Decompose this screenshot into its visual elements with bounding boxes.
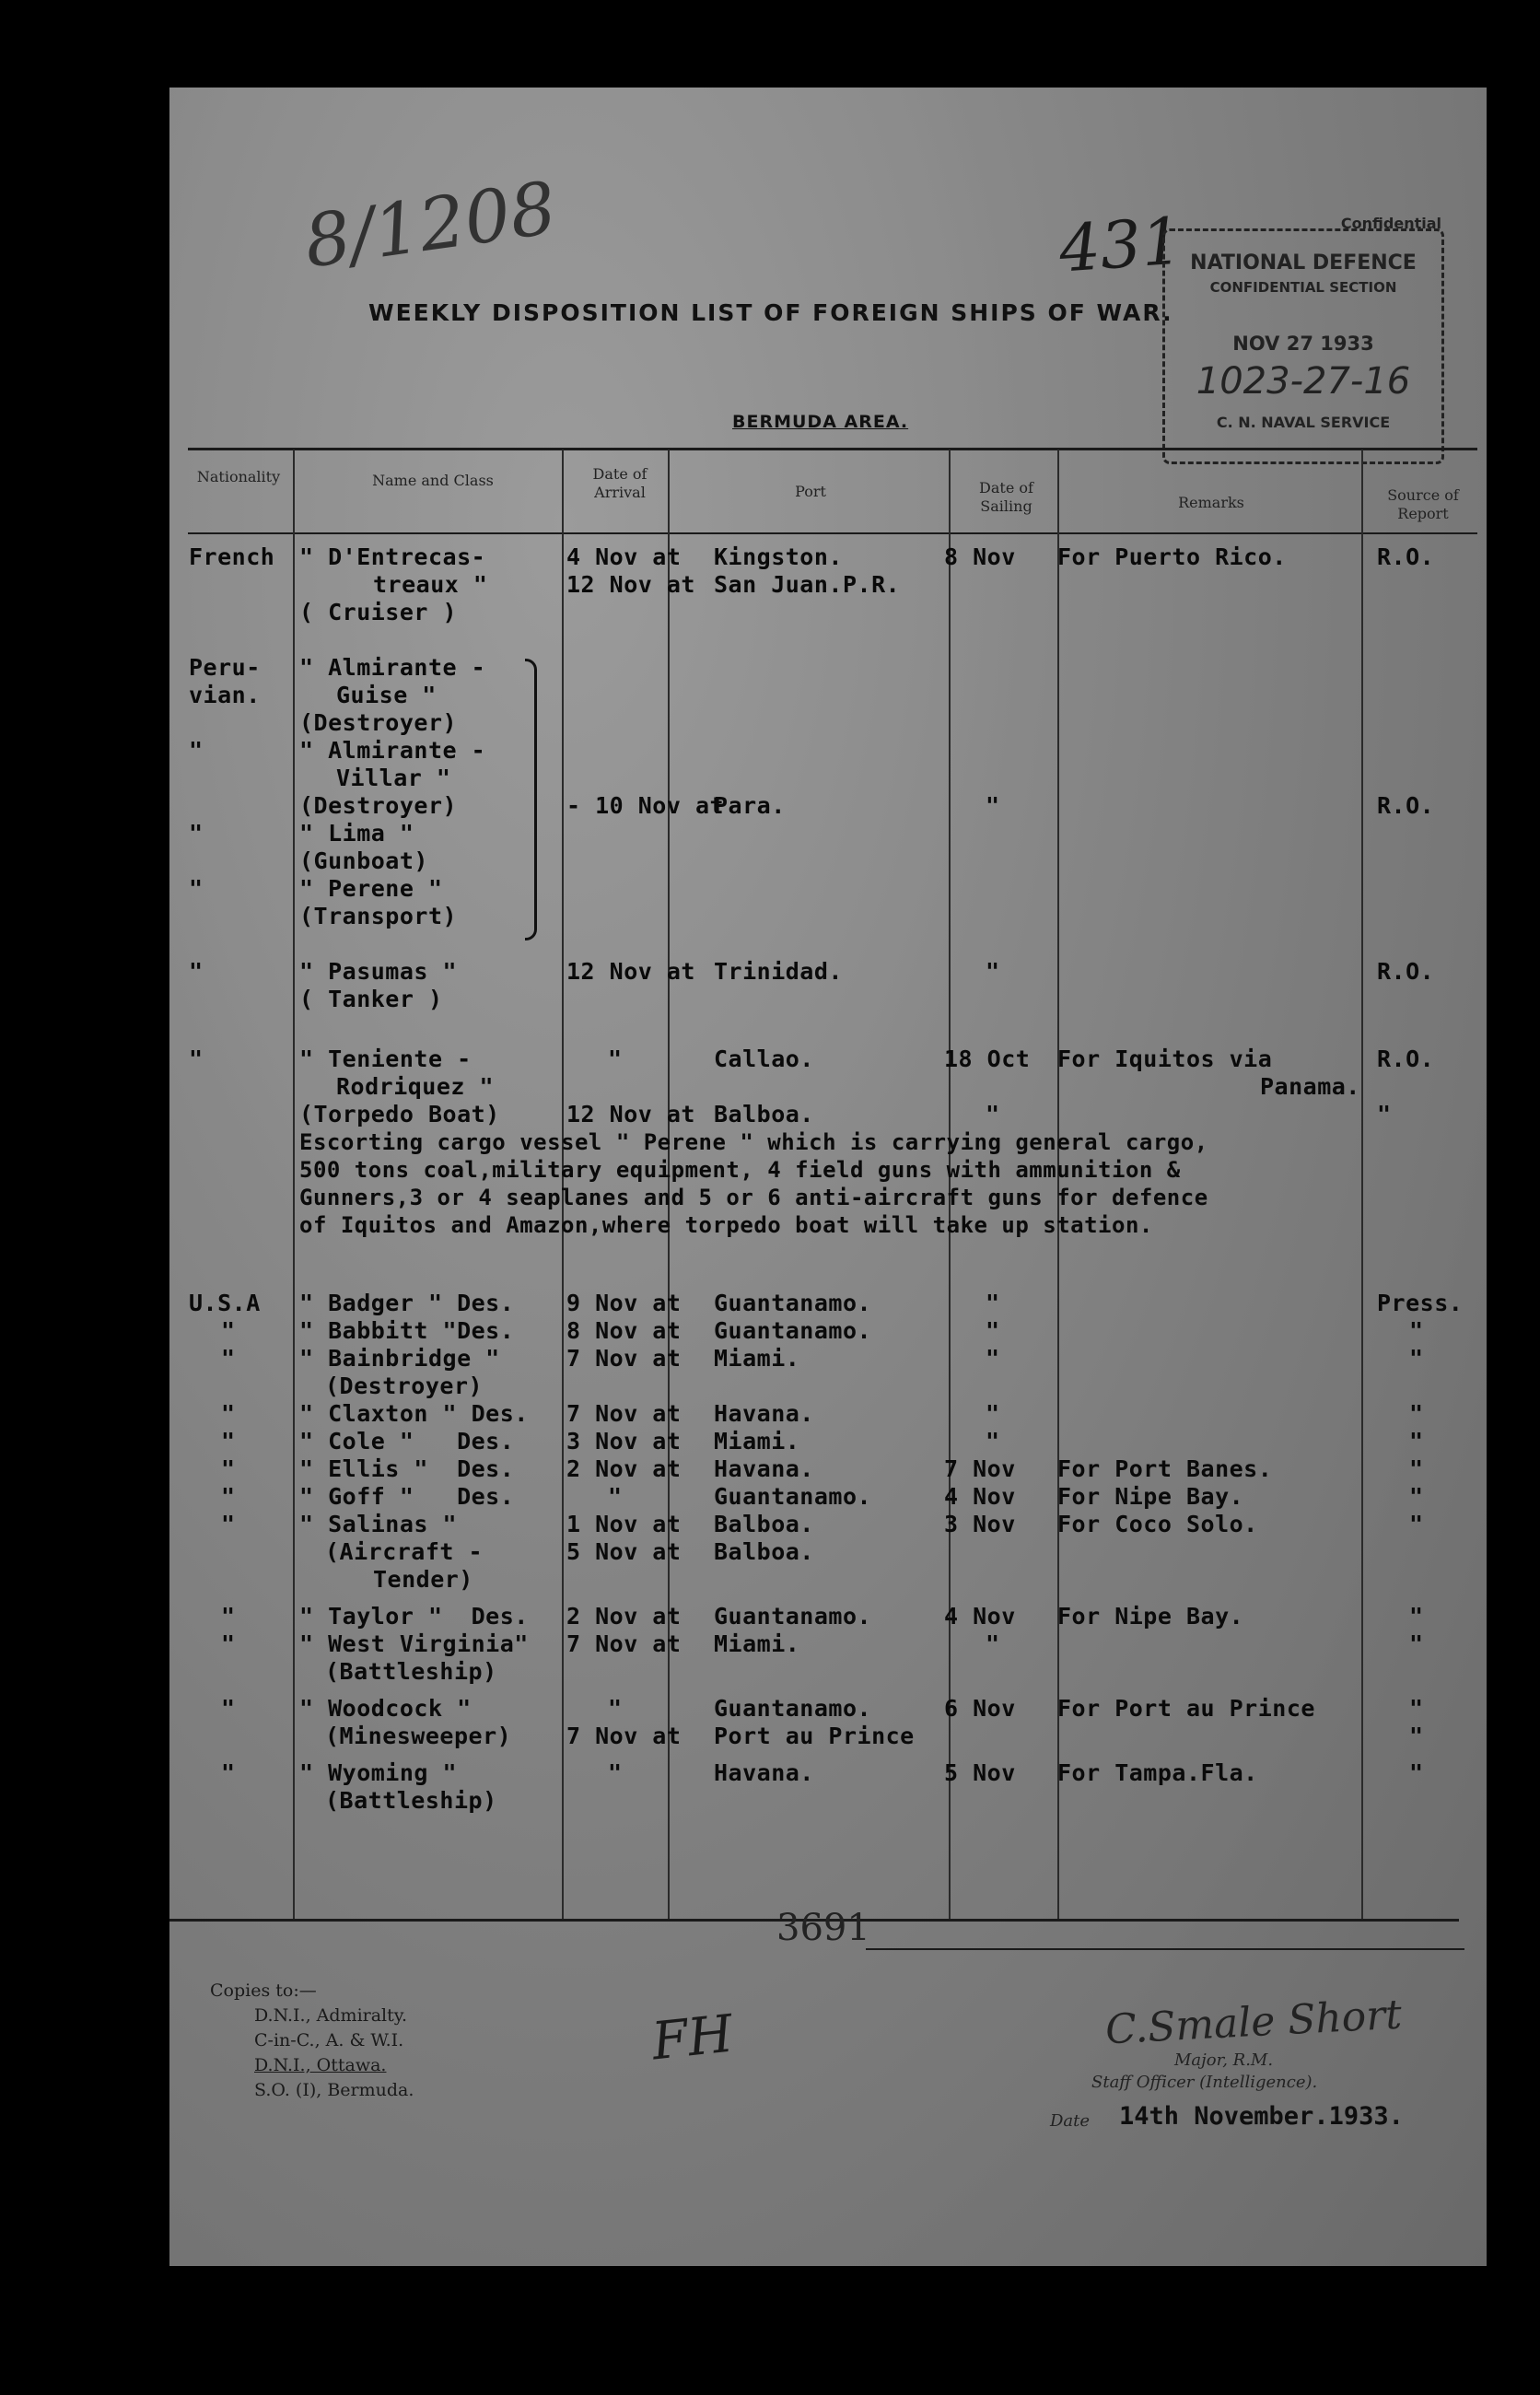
cell-nationality: " (221, 1345, 236, 1372)
cell-nationality: " (221, 1317, 236, 1344)
col-divider (293, 450, 295, 1919)
stamp-line: CONFIDENTIAL SECTION (1209, 279, 1397, 296)
cell-nationality: " (221, 1428, 236, 1455)
cell-nationality: " (221, 1630, 236, 1657)
col-divider (1361, 450, 1363, 1919)
cell-sailing: 4 Nov (944, 1483, 1016, 1510)
cell-remarks: For Port Banes. (1057, 1455, 1273, 1482)
copies-item: D.N.I., Ottawa. (254, 2055, 387, 2075)
cell-nationality: " (189, 1046, 204, 1072)
cell-name-class: " Pasumas " (299, 958, 458, 985)
cell-source: " (1409, 1759, 1424, 1786)
cell-arrival: 3 Nov at (566, 1428, 682, 1455)
escort-note-line: 500 tons coal,military equipment, 4 field guns with ammunition & (299, 1157, 1181, 1183)
cell-arrival: " (608, 1046, 623, 1072)
cell-name-class: (Gunboat) (299, 847, 428, 874)
col-header-date-arrival: Date of Arrival (592, 465, 648, 501)
cell-sailing: 18 Oct (944, 1046, 1031, 1072)
cell-arrival: 8 Nov at (566, 1317, 682, 1344)
cell-name-class: (Destroyer) (325, 1373, 484, 1399)
handwritten-folio-number: 431 (1056, 203, 1185, 287)
cell-port: Havana. (714, 1400, 814, 1427)
cell-name-class: (Destroyer) (299, 709, 458, 736)
cell-arrival: 12 Nov at (566, 958, 695, 985)
cell-nationality: Peru- (189, 654, 261, 681)
cell-sailing: 8 Nov (944, 543, 1016, 570)
escort-note-line: of Iquitos and Amazon,where torpedo boat will take up station. (299, 1212, 1153, 1238)
cell-nationality: " (221, 1400, 236, 1427)
cell-port: Havana. (714, 1759, 814, 1786)
cell-name-class: (Aircraft - (325, 1538, 484, 1565)
cell-arrival: 12 Nov at (566, 571, 695, 598)
cell-remarks: For Puerto Rico. (1057, 543, 1287, 570)
cell-remarks: For Nipe Bay. (1057, 1603, 1244, 1630)
cell-sailing: 4 Nov (944, 1603, 1016, 1630)
cell-nationality: " (221, 1483, 236, 1510)
cell-remarks: For Tampa.Fla. (1057, 1759, 1258, 1786)
cell-port: Balboa. (714, 1511, 814, 1537)
cell-source: R.O. (1377, 792, 1435, 819)
cell-name-class: " Perene " (299, 875, 443, 902)
cell-arrival: - 10 Nov at (566, 792, 725, 819)
stamp-line: Confidential (1340, 215, 1441, 232)
cell-source: " (1409, 1345, 1424, 1372)
header-bottom-rule (188, 532, 1477, 534)
cell-sailing: 6 Nov (944, 1695, 1016, 1722)
cell-nationality: " (189, 737, 204, 764)
cell-nationality: " (189, 875, 204, 902)
cell-port: Guantanamo. (714, 1695, 872, 1722)
cell-sailing: " (986, 1400, 1000, 1427)
cell-name-class: " Babbitt "Des. (299, 1317, 515, 1344)
stamp-line: C. N. NAVAL SERVICE (1216, 414, 1391, 431)
col-header-name-class: Name and Class (372, 472, 494, 489)
cell-name-class: " Woodcock " (299, 1695, 472, 1722)
cell-nationality: " (189, 820, 204, 847)
cell-name-class: " Almirante - (299, 654, 486, 681)
cell-nationality: U.S.A (189, 1290, 261, 1316)
cell-name-class: ( Cruiser ) (299, 599, 458, 625)
cell-port: Kingston. (714, 543, 843, 570)
cell-source: " (1409, 1455, 1424, 1482)
cell-port: Guantanamo. (714, 1317, 872, 1344)
copies-item: S.O. (I), Bermuda. (254, 2080, 414, 2100)
cell-remarks: For Iquitos via (1057, 1046, 1273, 1072)
cell-nationality: " (221, 1511, 236, 1537)
escort-note-line: Escorting cargo vessel " Perene " which is carrying general cargo, (299, 1129, 1208, 1155)
cell-arrival: 2 Nov at (566, 1603, 682, 1630)
cell-name-class: " Teniente - (299, 1046, 472, 1072)
cell-sailing: " (986, 1101, 1000, 1127)
cell-sailing: " (986, 1345, 1000, 1372)
cell-name-class: " Cole " Des. (299, 1428, 515, 1455)
cell-source: R.O. (1377, 1046, 1435, 1072)
cell-port: Balboa. (714, 1101, 814, 1127)
cell-name-class: " Goff " Des. (299, 1483, 515, 1510)
cell-name-class: (Torpedo Boat) (299, 1101, 500, 1127)
page-number: 3691 (776, 1907, 870, 1949)
col-header-nationality: Nationality (196, 468, 281, 485)
cell-name-class: " Taylor " Des. (299, 1603, 529, 1630)
escort-note-line: Gunners,3 or 4 seaplanes and 5 or 6 anti-aircraft guns for defence (299, 1185, 1208, 1210)
cell-nationality: " (189, 958, 204, 985)
cell-remarks: For Nipe Bay. (1057, 1483, 1244, 1510)
cell-source: Press. (1377, 1290, 1464, 1316)
cell-port: Miami. (714, 1630, 800, 1657)
cell-source: " (1409, 1603, 1424, 1630)
cell-port: Guantanamo. (714, 1290, 872, 1316)
col-header-port: Port (795, 483, 826, 500)
cell-sailing: 5 Nov (944, 1759, 1016, 1786)
cell-arrival: 5 Nov at (566, 1538, 682, 1565)
cell-name-class: (Destroyer) (299, 792, 458, 819)
cell-source: " (1409, 1317, 1424, 1344)
cell-source: " (1409, 1400, 1424, 1427)
cell-name-class: (Minesweeper) (325, 1723, 512, 1749)
cell-name-class: Rodriquez " (336, 1073, 495, 1100)
cell-name-class: Guise " (336, 682, 437, 708)
group-brace (525, 659, 537, 940)
copies-label: Copies to:— (210, 1980, 317, 2001)
cell-arrival: " (608, 1695, 623, 1722)
cell-arrival: 7 Nov at (566, 1400, 682, 1427)
cell-port: Balboa. (714, 1538, 814, 1565)
handwritten-file-number: 8/1208 (299, 167, 562, 285)
cell-name-class: " Ellis " Des. (299, 1455, 515, 1482)
cell-sailing: " (986, 1630, 1000, 1657)
stamp-date: NOV 27 1933 (1232, 333, 1374, 355)
table-top-rule (188, 448, 1477, 450)
handwritten-initials: FH (648, 2004, 736, 2073)
cell-port: Guantanamo. (714, 1603, 872, 1630)
cell-source: " (1409, 1428, 1424, 1455)
copies-item: D.N.I., Admiralty. (254, 2005, 408, 2026)
cell-sailing: " (986, 1290, 1000, 1316)
stamp-file-number: 1023-27-16 (1196, 360, 1411, 403)
cell-name-class: " Lima " (299, 820, 414, 847)
cell-arrival: 9 Nov at (566, 1290, 682, 1316)
cell-remarks: For Port au Prince (1057, 1695, 1315, 1722)
signature-office: Staff Officer (Intelligence). (1091, 2073, 1318, 2092)
cell-name-class: " Bainbridge " (299, 1345, 500, 1372)
table-bottom-rule (866, 1948, 1464, 1950)
cell-port: Trinidad. (714, 958, 843, 985)
cell-name-class: " Wyoming " (299, 1759, 458, 1786)
cell-source: R.O. (1377, 958, 1435, 985)
cell-sailing: " (986, 1317, 1000, 1344)
cell-port: Miami. (714, 1345, 800, 1372)
cell-nationality: vian. (189, 682, 261, 708)
copies-block (210, 1979, 414, 2103)
cell-arrival: " (608, 1759, 623, 1786)
cell-source: " (1409, 1483, 1424, 1510)
cell-source: " (1409, 1511, 1424, 1537)
cell-name-class: (Transport) (299, 903, 458, 929)
cell-sailing: 3 Nov (944, 1511, 1016, 1537)
cell-name-class: ( Tanker ) (299, 986, 443, 1012)
cell-port: Miami. (714, 1428, 800, 1455)
area-heading: BERMUDA AREA. (732, 412, 909, 432)
cell-name-class: " West Virginia" (299, 1630, 529, 1657)
cell-name-class: " Salinas " (299, 1511, 458, 1537)
cell-remarks: Panama. (1260, 1073, 1360, 1100)
cell-name-class: " D'Entrecas- (299, 543, 486, 570)
cell-nationality: " (221, 1759, 236, 1786)
cell-name-class: Tender) (373, 1566, 473, 1593)
page-title: WEEKLY DISPOSITION LIST OF FOREIGN SHIPS OF WAR. (368, 299, 1173, 326)
cell-arrival: " (608, 1483, 623, 1510)
cell-name-class: (Battleship) (325, 1658, 497, 1685)
col-header-source: Source of Report (1387, 486, 1459, 522)
cell-arrival: 7 Nov at (566, 1345, 682, 1372)
cell-nationality: French (189, 543, 275, 570)
cell-sailing: " (986, 792, 1000, 819)
col-header-remarks: Remarks (1178, 494, 1244, 511)
cell-source: R.O. (1377, 543, 1435, 570)
cell-arrival: 12 Nov at (566, 1101, 695, 1127)
signature-date-label: Date (1050, 2111, 1091, 2131)
cell-name-class: (Battleship) (325, 1787, 497, 1814)
cell-name-class: Villar " (336, 765, 451, 791)
copies-item: C-in-C., A. & W.I. (254, 2030, 404, 2050)
cell-name-class: treaux " (373, 571, 488, 598)
cell-source: " (1409, 1695, 1424, 1722)
cell-source: " (1377, 1101, 1392, 1127)
cell-sailing: " (986, 1428, 1000, 1455)
cell-port: Callao. (714, 1046, 814, 1072)
signature-date: 14th November.1933. (1119, 2102, 1404, 2131)
cell-name-class: " Almirante - (299, 737, 486, 764)
cell-arrival: 2 Nov at (566, 1455, 682, 1482)
cell-remarks: For Coco Solo. (1057, 1511, 1258, 1537)
cell-port: San Juan.P.R. (714, 571, 901, 598)
cell-nationality: " (221, 1603, 236, 1630)
cell-name-class: " Claxton " Des. (299, 1400, 529, 1427)
cell-arrival: 7 Nov at (566, 1723, 682, 1749)
cell-port: Guantanamo. (714, 1483, 872, 1510)
cell-port: Port au Prince (714, 1723, 915, 1749)
cell-arrival: 1 Nov at (566, 1511, 682, 1537)
national-defence-stamp (1162, 215, 1444, 464)
cell-nationality: " (221, 1695, 236, 1722)
cell-name-class: " Badger " Des. (299, 1290, 515, 1316)
cell-port: Havana. (714, 1455, 814, 1482)
cell-source: " (1409, 1630, 1424, 1657)
cell-source: " (1409, 1723, 1424, 1749)
col-header-date-sailing: Date of Sailing (979, 479, 1033, 515)
cell-port: Para. (714, 792, 786, 819)
cell-sailing: 7 Nov (944, 1455, 1016, 1482)
cell-arrival: 4 Nov at (566, 543, 682, 570)
signature-rank: Major, R.M. (1174, 2050, 1274, 2070)
stamp-line: NATIONAL DEFENCE (1190, 251, 1417, 275)
cell-arrival: 7 Nov at (566, 1630, 682, 1657)
cell-nationality: " (221, 1455, 236, 1482)
cell-sailing: " (986, 958, 1000, 985)
signature-scrawl: C.Smale Short (1103, 1991, 1404, 2054)
